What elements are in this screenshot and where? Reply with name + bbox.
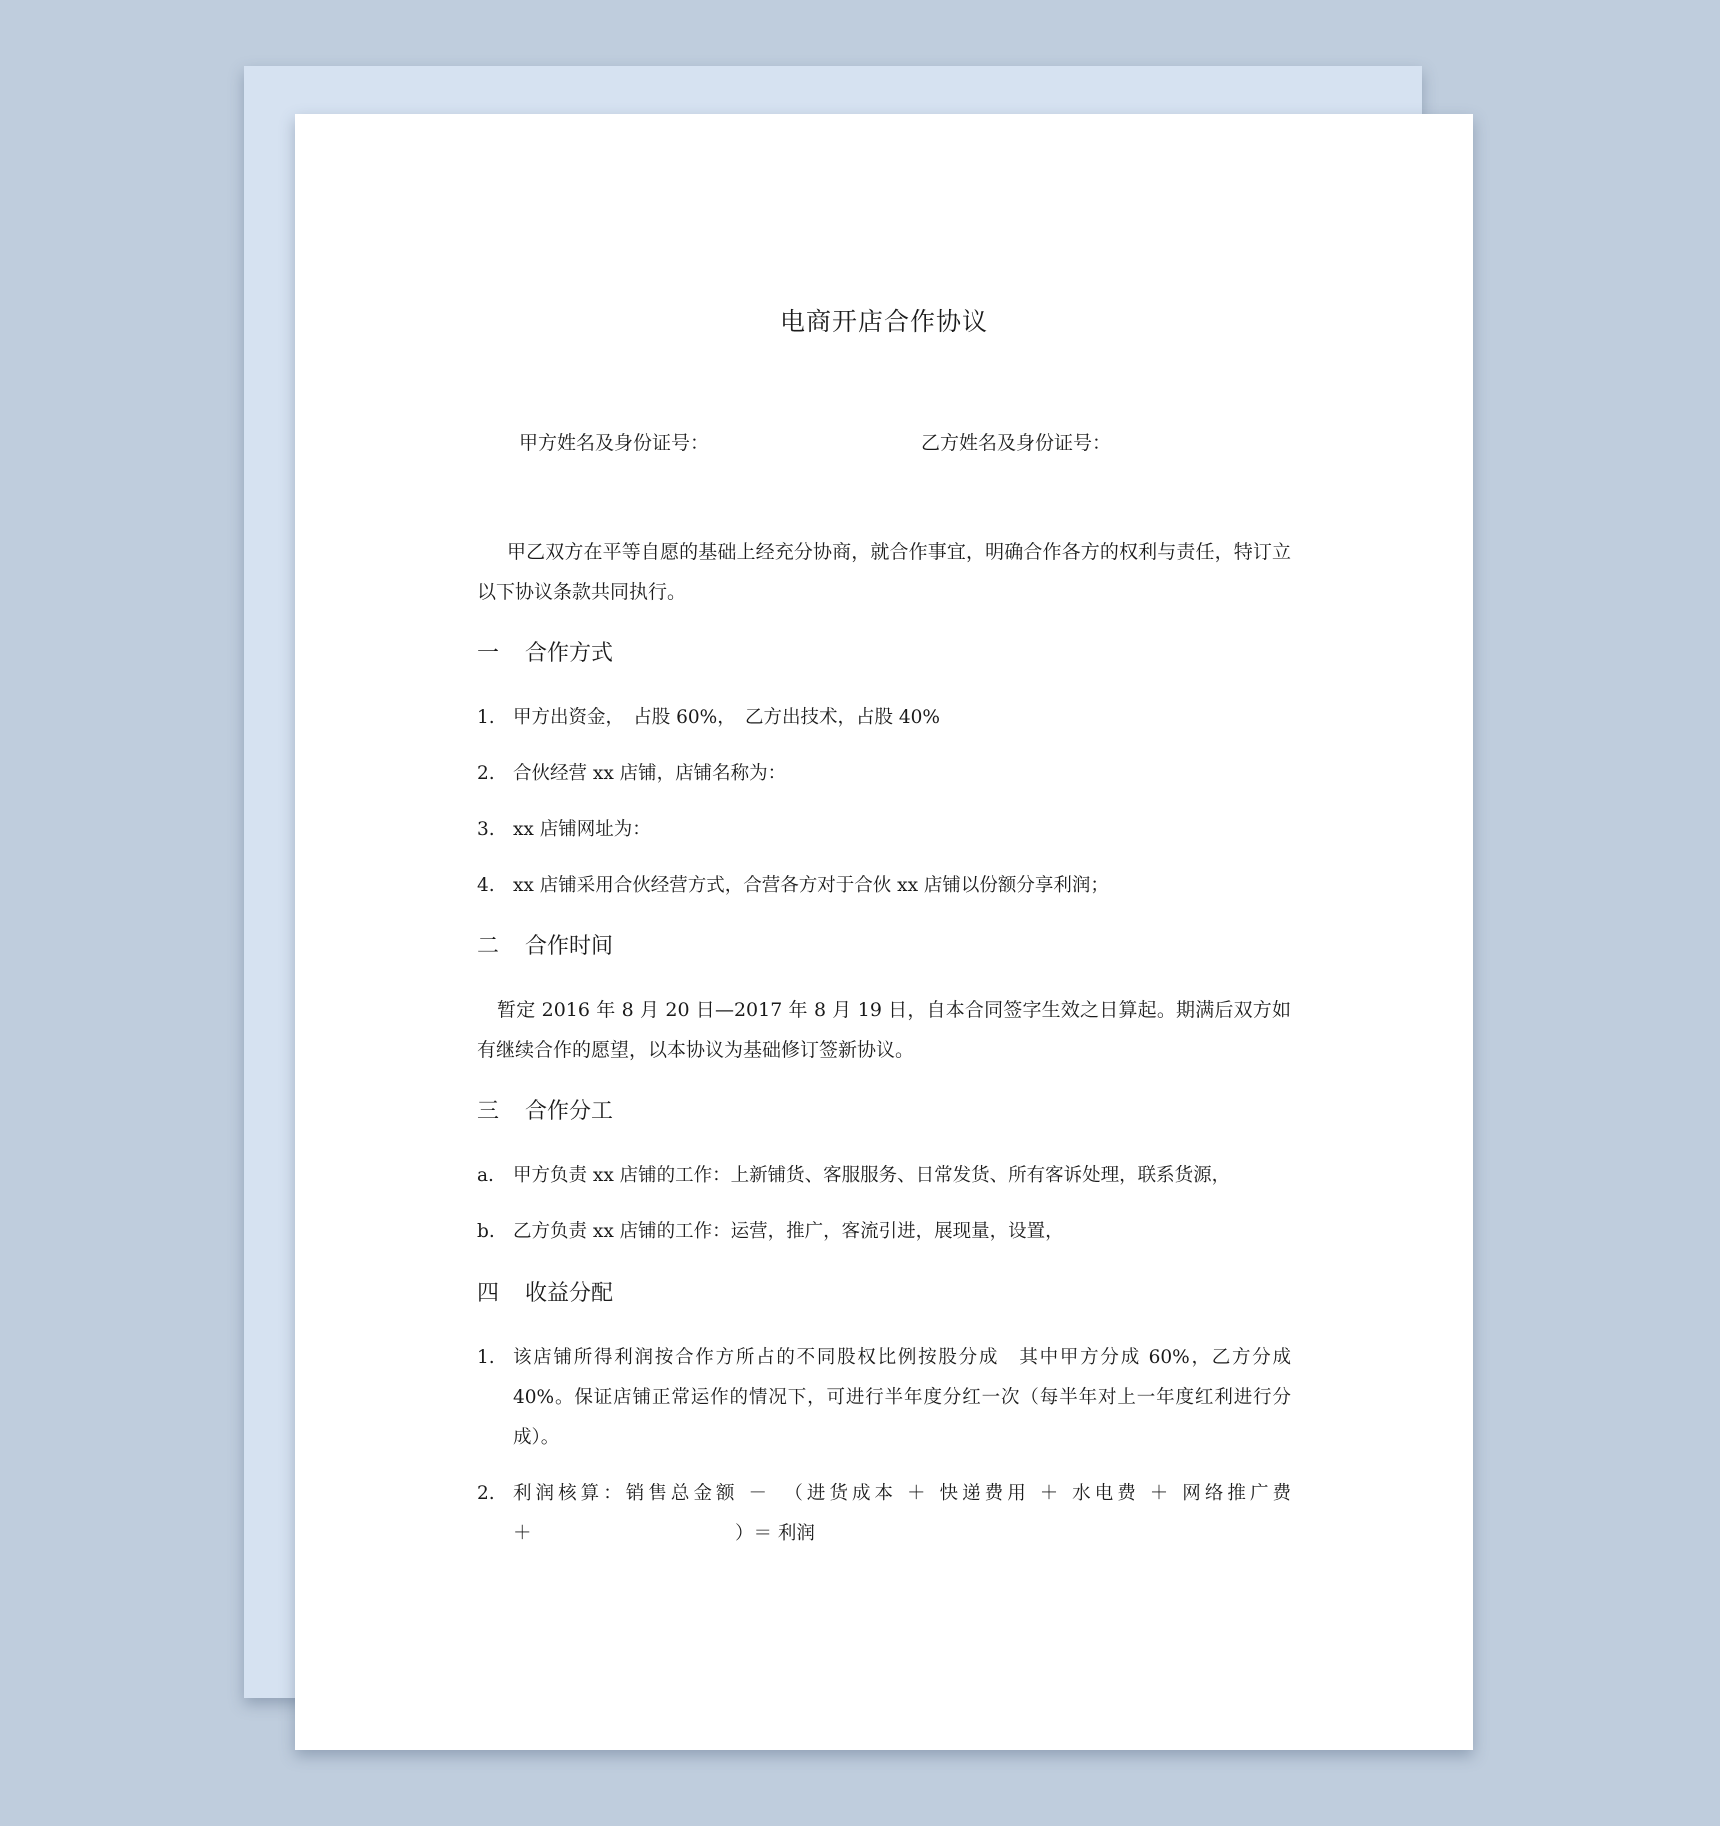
list-marker: a. [477, 1165, 494, 1186]
list-marker: 1. [477, 707, 495, 728]
party-b-label: 乙方姓名及身份证号： [921, 432, 1112, 454]
list-item [477, 754, 1291, 794]
list-item [477, 1474, 1291, 1554]
document-title: 电商开店合作协议 [779, 307, 988, 336]
list-item-text: 合伙经营 xx 店铺，店铺名称为： [513, 763, 787, 784]
list-item [477, 1156, 1291, 1196]
intro-paragraph: 甲乙双方在平等自愿的基础上经充分协商，就合作事宜，明确合作各方的权利与责任，特订立以下协议条款共同执行。 [477, 541, 1291, 603]
list-item [477, 810, 1291, 850]
list-item-text: 甲方负责 xx 店铺的工作：上新铺货、客服服务、日常发货、所有客诉处理，联系货源， [513, 1165, 1231, 1186]
list-marker: 1. [477, 1347, 495, 1368]
section-number: 四 [477, 1281, 500, 1306]
section-number: 二 [477, 934, 500, 959]
section-title: 合作分工 [525, 1099, 614, 1124]
list-marker: 4. [477, 875, 495, 896]
document-page [295, 114, 1473, 1750]
list-item-text: 利润核算：销售总金额 － （进货成本 ＋ 快递费用 ＋ 水电费 ＋ 网络推广费 ＋ ）＝ 利润 [513, 1483, 1291, 1544]
list-marker: 2. [477, 763, 495, 784]
party-a-label: 甲方姓名及身份证号： [519, 432, 710, 454]
list-item-text: 该店铺所得利润按合作方所占的不同股权比例按股分成 其中甲方分成 60%，乙方分成 40%。保证店铺正常运作的情况下，可进行半年度分红一次（每半年对上一年度红利进行分成）。 [513, 1347, 1291, 1448]
list-item [477, 1212, 1291, 1252]
section-heading-4 [477, 1276, 613, 1307]
section-heading-3 [477, 1094, 613, 1125]
section-number: 三 [477, 1099, 500, 1124]
section-heading-1 [477, 636, 613, 667]
list-item [477, 698, 1291, 738]
list-marker: 2. [477, 1483, 495, 1504]
list-item [477, 866, 1291, 906]
list-item-text: 甲方出资金， 占股 60%， 乙方出技术，占股 40% [513, 707, 941, 728]
list-item-text: xx 店铺网址为： [513, 819, 651, 840]
section-title: 收益分配 [525, 1281, 614, 1306]
section-heading-2 [477, 929, 613, 960]
list-marker: 3. [477, 819, 495, 840]
section-2-paragraph: 暂定 2016 年 8 月 20 日—2017 年 8 月 19 日，自本合同签字生效之日算起。期满后双方如有继续合作的愿望，以本协议为基础修订签新协议。 [477, 999, 1291, 1061]
list-item-text: xx 店铺采用合伙经营方式，合营各方对于合伙 xx 店铺以份额分享利润； [513, 875, 1109, 896]
list-item [477, 1338, 1291, 1458]
list-item-text: 乙方负责 xx 店铺的工作：运营，推广，客流引进，展现量，设置， [513, 1221, 1064, 1242]
section-title: 合作时间 [525, 934, 614, 959]
section-number: 一 [477, 641, 500, 666]
list-marker: b. [477, 1221, 495, 1242]
section-title: 合作方式 [525, 641, 614, 666]
